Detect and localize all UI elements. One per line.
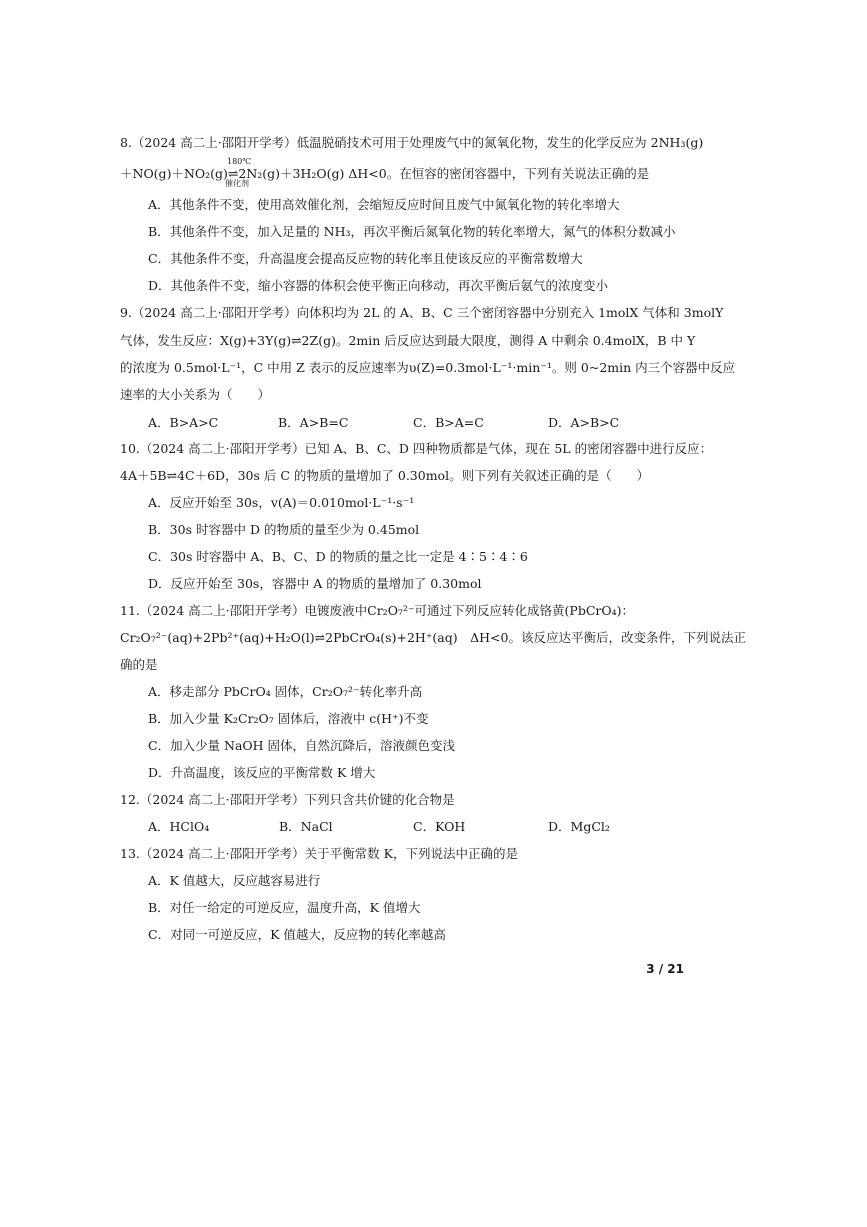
q9-option-d: D．A>B>C: [548, 415, 620, 430]
q13-option-a: A．K 值越大，反应越容易进行: [148, 873, 321, 888]
q12-line: 12.（2024 高二上·邵阳开学考）下列只含共价键的化合物是: [120, 792, 455, 807]
q13-option-c: C．对同一可逆反应，K 值越大，反应物的转化率越高: [148, 927, 446, 942]
q9-line4: 速率的大小关系为（ ）: [120, 387, 271, 402]
q10-line2: 4A＋5B⇌4C＋6D，30s 后 C 的物质的量增加了 0.30mol。则下列有关叙述正确的是（ ）: [120, 468, 650, 483]
q11-line1: 11.（2024 高二上·邵阳开学考）电镀废液中Cr₂O₇²⁻可通过下列反应转化成铬黄(PbCrO₄)：: [120, 603, 635, 618]
q9-option-b: B．A>B=C: [278, 415, 349, 430]
q10-option-a: A．反应开始至 30s，v(A)＝0.010mol·L⁻¹·s⁻¹: [148, 495, 415, 510]
q12-option-a: A．HClO₄: [148, 819, 210, 834]
q8-line2: ＋NO(g)＋NO₂(g)⇌2N₂(g)＋3H₂O(g) ΔH<0。在恒容的密闭容器中，下列有关说法正确的是: [120, 166, 650, 181]
q13-option-b: B．对任一给定的可逆反应，温度升高，K 值增大: [148, 900, 421, 915]
q13-line: 13.（2024 高二上·邵阳开学考）关于平衡常数 K，下列说法中正确的是: [120, 846, 518, 861]
q9-line1: 9.（2024 高二上·邵阳开学考）向体积均为 2L 的 A、B、C 三个密闭容器中分别充入 1molX 气体和 3molY: [120, 305, 724, 320]
q12-option-c: C．KOH: [413, 819, 466, 834]
q8-option-d: D．其他条件不变，缩小容器的体积会使平衡正向移动，再次平衡后氨气的浓度变小: [148, 278, 609, 293]
q11-line2: Cr₂O₇²⁻(aq)+2Pb²⁺(aq)+H₂O(l)⇌2PbCrO₄(s)+2H⁺(aq) ΔH<0。该反应达平衡后，改变条件，下列说法正: [120, 630, 746, 645]
q11-option-c: C．加入少量 NaOH 固体，自然沉降后，溶液颜色变浅: [148, 738, 456, 753]
q10-line1: 10.（2024 高二上·邵阳开学考）已知 A、B、C、D 四种物质都是气体，现在 5L 的密闭容器中进行反应：: [120, 441, 713, 456]
q11-option-b: B．加入少量 K₂Cr₂O₇ 固体后，溶液中 c(H⁺)不变: [148, 711, 429, 726]
q9-option-c: C．B>A=C: [413, 415, 484, 430]
page-number: 3 / 21: [646, 962, 684, 976]
q10-option-c: C．30s 时容器中 A、B、C、D 的物质的量之比一定是 4∶5∶4∶6: [148, 549, 528, 564]
q12-option-d: D．MgCl₂: [548, 819, 610, 834]
q8-option-b: B．其他条件不变，加入足量的 NH₃，再次平衡后氮氧化物的转化率增大，氮气的体积分数减小: [148, 224, 676, 239]
q8-option-c: C．其他条件不变，升高温度会提高反应物的转化率且使该反应的平衡常数增大: [148, 251, 583, 266]
q8-arrow-top: 180℃: [227, 157, 252, 166]
q11-option-d: D．升高温度，该反应的平衡常数 K 增大: [148, 765, 376, 780]
q9-option-a: A．B>A>C: [148, 415, 219, 430]
q8-option-a: A．其他条件不变，使用高效催化剂，会缩短反应时间且废气中氮氧化物的转化率增大: [148, 197, 620, 212]
q8-arrow-bottom: 催化剂: [225, 179, 249, 188]
q11-option-a: A．移走部分 PbCrO₄ 固体，Cr₂O₇²⁻转化率升高: [148, 684, 423, 699]
q11-line3: 确的是: [120, 657, 158, 672]
q10-option-d: D．反应开始至 30s，容器中 A 的物质的量增加了 0.30mol: [148, 576, 482, 591]
q12-option-b: B．NaCl: [279, 819, 333, 834]
q8-line1: 8.（2024 高二上·邵阳开学考）低温脱硝技术可用于处理废气中的氮氧化物，发生的化学反应为 2NH₃(g): [120, 135, 704, 150]
q9-line3: 的浓度为 0.5mol·L⁻¹，C 中用 Z 表示的反应速率为υ(Z)=0.3mol·L⁻¹·min⁻¹。则 0~2min 内三个容器中反应: [120, 360, 736, 375]
q9-line2: 气体，发生反应：X(g)+3Y(g)⇌2Z(g)。2min 后反应达到最大限度，测得 A 中剩余 0.4molX，B 中 Y: [120, 333, 696, 348]
q10-option-b: B．30s 时容器中 D 的物质的量至少为 0.45mol: [148, 522, 420, 537]
